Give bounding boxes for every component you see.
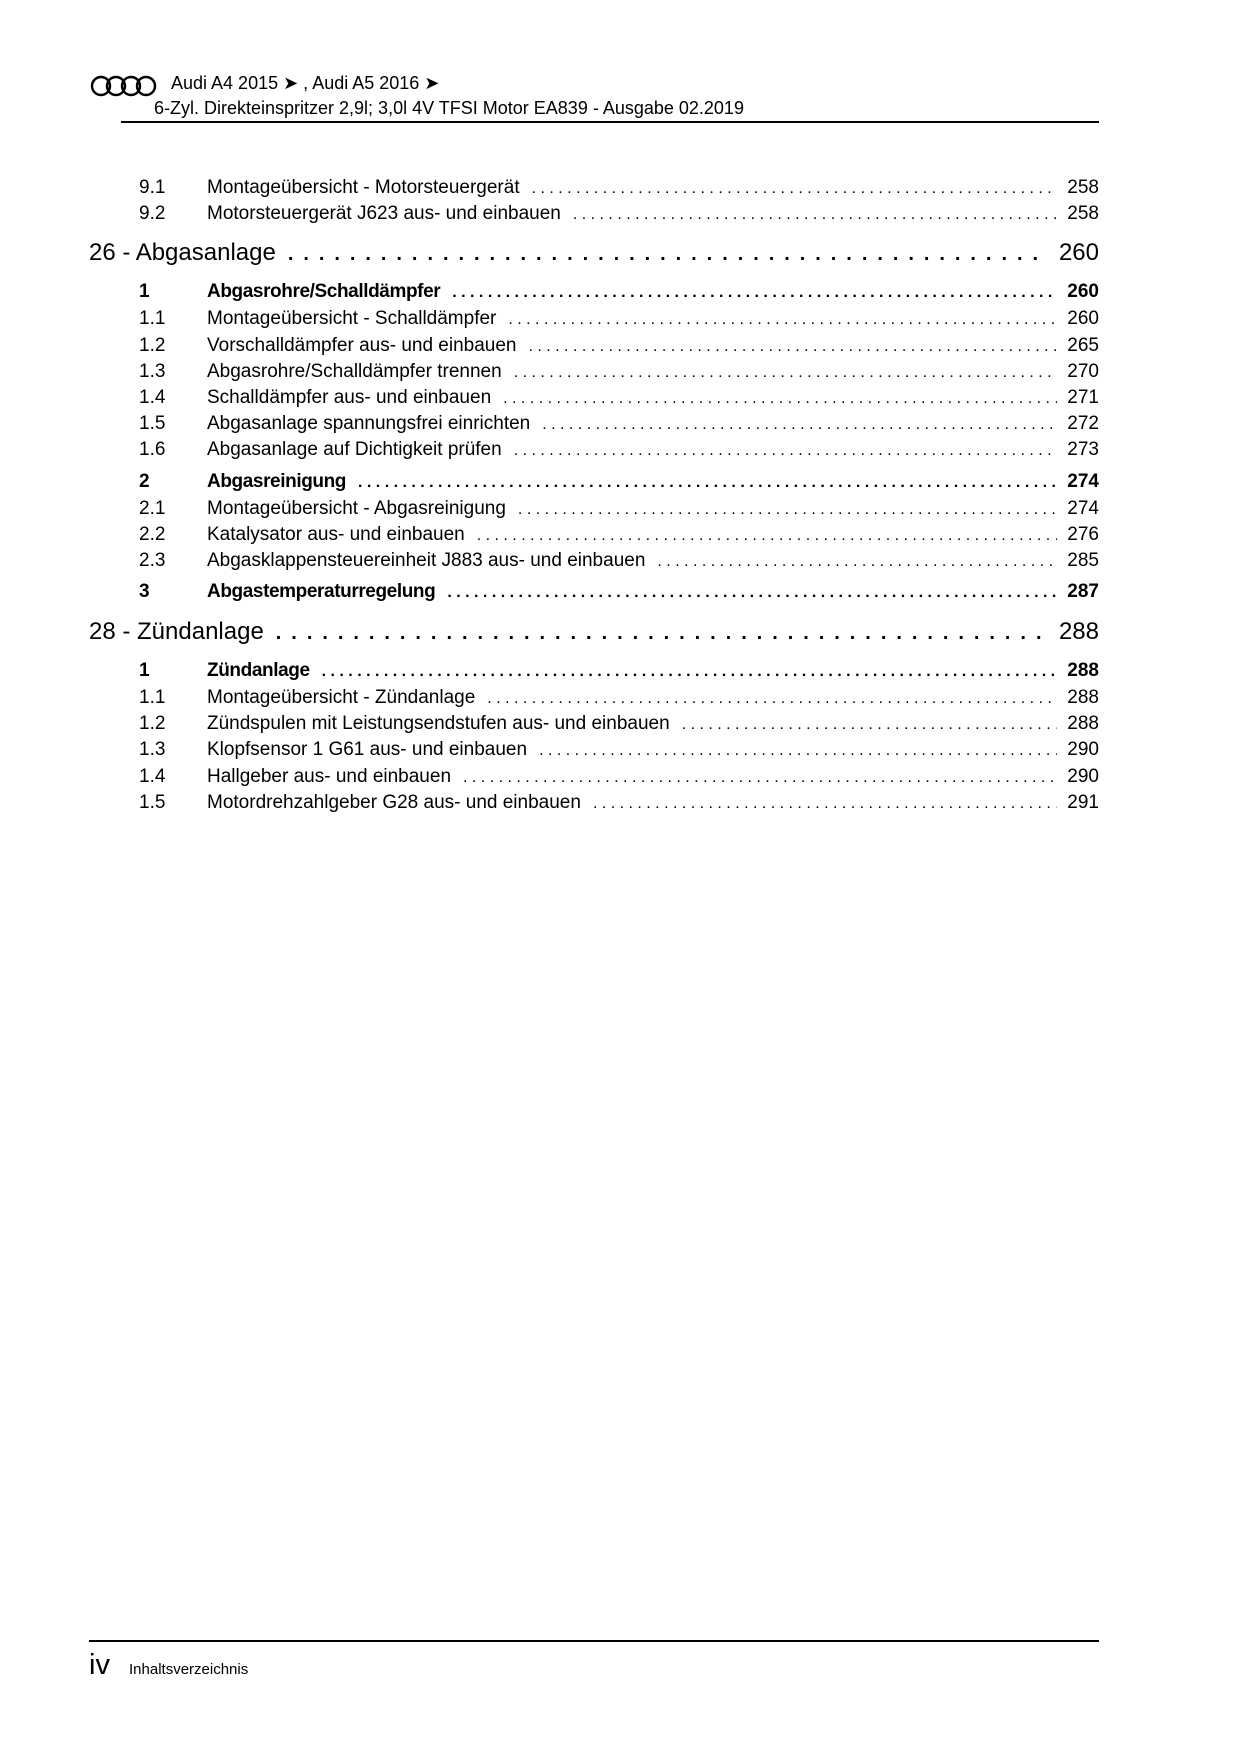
toc-entry-page: 258 bbox=[1067, 203, 1099, 225]
toc-entry-page: 265 bbox=[1067, 334, 1099, 356]
toc-dot-leader bbox=[514, 443, 1058, 459]
toc-entry-page: 271 bbox=[1067, 386, 1099, 408]
toc-entry-title: Montageübersicht - Abgasreinigung bbox=[207, 497, 506, 519]
toc-entry-title: 28 - Zündanlage bbox=[89, 618, 264, 646]
toc-dot-leader bbox=[477, 528, 1058, 544]
toc-subsection[interactable] bbox=[89, 201, 1099, 227]
header-model-line: Audi A4 2015 ➤ , Audi A5 2016 ➤ bbox=[171, 73, 440, 93]
toc-entry-page: 288 bbox=[1067, 687, 1099, 709]
toc-subsection[interactable] bbox=[89, 764, 1099, 790]
toc-entry-number: 2.2 bbox=[139, 523, 166, 545]
toc-entry-page: 288 bbox=[1067, 713, 1099, 735]
toc-entry-page: 272 bbox=[1067, 413, 1099, 435]
toc-entry-title: Abgasrohre/Schalldämpfer bbox=[207, 281, 441, 303]
toc-entry-page: 274 bbox=[1067, 470, 1099, 492]
toc-entry-title: Vorschalldämpfer aus- und einbauen bbox=[207, 334, 517, 356]
toc-entry-page: 270 bbox=[1067, 360, 1099, 382]
toc-dot-leader bbox=[288, 244, 1049, 264]
toc-dot-leader bbox=[542, 417, 1057, 433]
toc-entry-page: 260 bbox=[1067, 281, 1099, 303]
toc-entry-title: Schalldämpfer aus- und einbauen bbox=[207, 386, 492, 408]
toc-dot-leader bbox=[539, 743, 1057, 759]
toc-entry-number: 1 bbox=[139, 281, 150, 303]
footer-divider bbox=[89, 1640, 1099, 1642]
toc-entry-title: Zündspulen mit Leistungsendstufen aus- und einbauen bbox=[207, 713, 670, 735]
toc-subsection[interactable] bbox=[89, 306, 1099, 332]
toc-dot-leader bbox=[503, 391, 1057, 407]
toc-section[interactable] bbox=[89, 577, 1099, 606]
toc-entry-number: 9.2 bbox=[139, 203, 166, 225]
toc-subsection[interactable] bbox=[89, 790, 1099, 816]
toc-subsection[interactable] bbox=[89, 411, 1099, 437]
toc-entry-title: Hallgeber aus- und einbauen bbox=[207, 765, 452, 787]
toc-dot-leader bbox=[276, 623, 1049, 643]
toc-dot-leader bbox=[358, 475, 1057, 491]
toc-entry-title: 26 - Abgasanlage bbox=[89, 239, 276, 267]
toc-entry-number: 1.5 bbox=[139, 413, 166, 435]
toc-dot-leader bbox=[532, 181, 1058, 197]
toc-entry-number: 9.1 bbox=[139, 177, 166, 198]
toc-dot-leader bbox=[518, 502, 1057, 518]
toc-entry-number: 2.1 bbox=[139, 497, 166, 519]
toc-entry-number: 1.4 bbox=[139, 386, 166, 408]
toc-entry-title: Montageübersicht - Motorsteuergerät bbox=[207, 177, 520, 198]
toc-entry-page: 258 bbox=[1067, 177, 1099, 198]
toc-subsection[interactable] bbox=[89, 737, 1099, 763]
toc-chapter[interactable] bbox=[89, 612, 1099, 652]
toc-entry-number: 1 bbox=[139, 660, 150, 682]
toc-subsection[interactable] bbox=[89, 522, 1099, 548]
page-header bbox=[89, 72, 1099, 122]
toc-entry-page: 285 bbox=[1067, 549, 1099, 571]
toc-dot-leader bbox=[508, 312, 1057, 328]
toc-entry-number: 1.4 bbox=[139, 765, 166, 787]
toc-section[interactable] bbox=[89, 467, 1099, 496]
toc-entry-number: 1.2 bbox=[139, 713, 166, 735]
toc-dot-leader bbox=[322, 664, 1058, 680]
toc-entry-page: 274 bbox=[1067, 497, 1099, 519]
toc-entry-number: 1.5 bbox=[139, 791, 166, 813]
toc-entry-number: 3 bbox=[139, 581, 150, 603]
toc-entry-title: Zündanlage bbox=[207, 660, 310, 682]
toc-subsection[interactable] bbox=[89, 437, 1099, 463]
header-engine-line: 6-Zyl. Direkteinspritzer 2,9l; 3,0l 4V TFSI Motor EA839 - Ausgabe 02.2019 bbox=[154, 98, 744, 118]
toc-entry-title: Abgasanlage spannungsfrei einrichten bbox=[207, 413, 531, 435]
toc-entry-number: 1.3 bbox=[139, 739, 166, 761]
toc-entry-title: Abgasrohre/Schalldämpfer trennen bbox=[207, 360, 502, 382]
toc-dot-leader bbox=[452, 285, 1057, 301]
toc-entry-page: 276 bbox=[1067, 523, 1099, 545]
toc-entry-number: 2.3 bbox=[139, 549, 166, 571]
toc-dot-leader bbox=[447, 585, 1057, 601]
toc-entry-number: 2 bbox=[139, 470, 150, 492]
toc-entry-number: 1.1 bbox=[139, 308, 166, 330]
toc-entry-title: Motorsteuergerät J623 aus- und einbauen bbox=[207, 203, 561, 225]
toc-dot-leader bbox=[487, 691, 1057, 707]
toc-subsection[interactable] bbox=[89, 333, 1099, 359]
toc-dot-leader bbox=[682, 717, 1058, 733]
toc-chapter[interactable] bbox=[89, 233, 1099, 273]
toc-subsection[interactable] bbox=[89, 385, 1099, 411]
toc-dot-leader bbox=[528, 339, 1057, 355]
toc-entry-title: Montageübersicht - Zündanlage bbox=[207, 687, 476, 709]
footer-page-number: iv bbox=[89, 1649, 110, 1681]
toc-dot-leader bbox=[573, 207, 1057, 223]
toc-entry-page: 260 bbox=[1058, 239, 1099, 267]
toc-entry-number: 1.6 bbox=[139, 439, 166, 461]
toc-entry-page: 291 bbox=[1067, 791, 1099, 813]
toc-subsection[interactable] bbox=[89, 548, 1099, 574]
header-divider bbox=[121, 121, 1099, 123]
toc-entry-page: 290 bbox=[1067, 739, 1099, 761]
toc-entry-title: Abgastemperaturregelung bbox=[207, 581, 436, 603]
toc-entry-title: Katalysator aus- und einbauen bbox=[207, 523, 465, 545]
toc-subsection[interactable] bbox=[89, 359, 1099, 385]
toc-section[interactable] bbox=[89, 277, 1099, 306]
toc-dot-leader bbox=[463, 770, 1057, 786]
toc-entry-title: Abgasreinigung bbox=[207, 470, 347, 492]
table-of-contents bbox=[89, 175, 1099, 816]
toc-subsection[interactable] bbox=[89, 685, 1099, 711]
toc-subsection[interactable] bbox=[89, 175, 1099, 201]
toc-entry-page: 290 bbox=[1067, 765, 1099, 787]
toc-subsection[interactable] bbox=[89, 711, 1099, 737]
toc-entry-title: Montageübersicht - Schalldämpfer bbox=[207, 308, 497, 330]
toc-entry-number: 1.2 bbox=[139, 334, 166, 356]
toc-entry-title: Klopfsensor 1 G61 aus- und einbauen bbox=[207, 739, 528, 761]
toc-section[interactable] bbox=[89, 656, 1099, 685]
toc-entry-page: 273 bbox=[1067, 439, 1099, 461]
toc-entry-title: Motordrehzahlgeber G28 aus- und einbauen bbox=[207, 791, 581, 813]
footer-section-title: Inhaltsverzeichnis bbox=[129, 1661, 249, 1678]
toc-dot-leader bbox=[593, 796, 1057, 812]
toc-entry-page: 287 bbox=[1067, 581, 1099, 603]
toc-entry-number: 1.1 bbox=[139, 687, 166, 709]
toc-entry-title: Abgasklappensteuereinheit J883 aus- und einbauen bbox=[207, 549, 646, 571]
toc-entry-page: 288 bbox=[1067, 660, 1099, 682]
toc-entry-title: Abgasanlage auf Dichtigkeit prüfen bbox=[207, 439, 502, 461]
toc-entry-page: 260 bbox=[1067, 308, 1099, 330]
toc-dot-leader bbox=[657, 554, 1057, 570]
toc-entry-number: 1.3 bbox=[139, 360, 166, 382]
toc-dot-leader bbox=[514, 365, 1058, 381]
toc-entry-page: 288 bbox=[1058, 618, 1099, 646]
audi-rings-icon bbox=[89, 75, 159, 97]
toc-subsection[interactable] bbox=[89, 496, 1099, 522]
